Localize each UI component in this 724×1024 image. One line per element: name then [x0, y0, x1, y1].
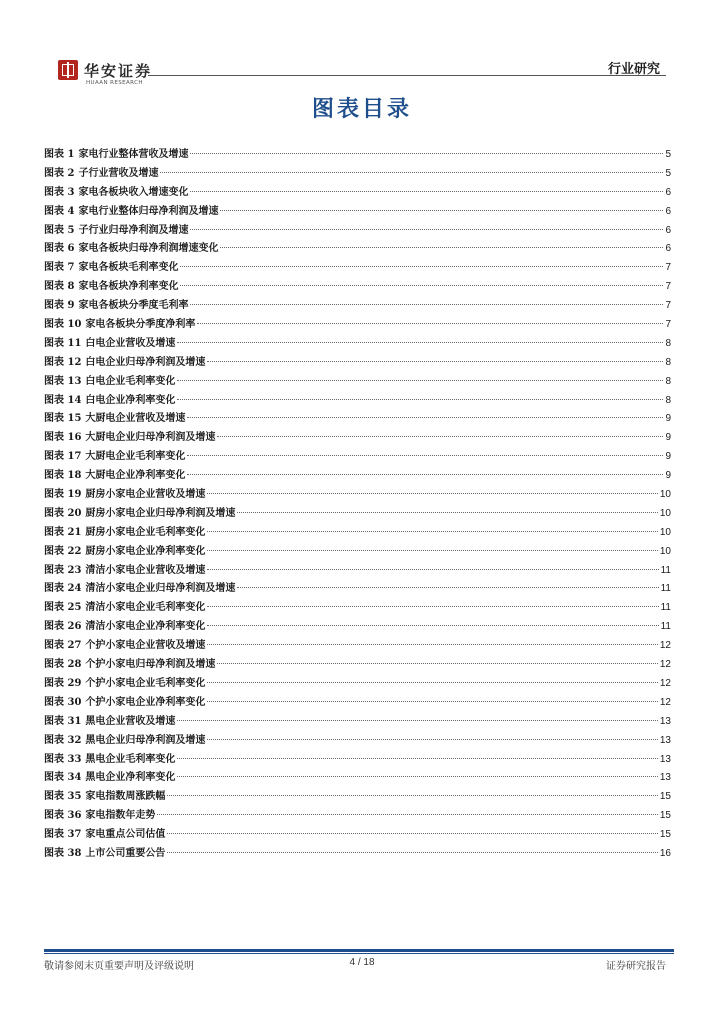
toc-figure-number: 图表 13 [44, 375, 82, 387]
toc-entry-title [44, 675, 205, 694]
toc-dot-leader [220, 210, 663, 211]
toc-figure-number: 图表 8 [44, 281, 75, 293]
toc-entry-title [44, 562, 205, 581]
toc-figure-number: 图表 20 [44, 507, 82, 519]
toc-entry-title [44, 467, 185, 486]
toc-figure-number: 图表 25 [44, 602, 82, 614]
toc-figure-number: 图表 36 [44, 810, 82, 822]
toc-page-number: 6 [665, 186, 671, 198]
toc-page-number: 12 [659, 696, 671, 708]
toc-figure-caption: 清洁小家电企业毛利率变化 [85, 602, 206, 614]
toc-figure-caption: 子行业营收及增速 [78, 167, 159, 179]
toc-figure-caption: 家电行业整体归母净利润及增速 [78, 205, 219, 217]
toc-entry-title [44, 146, 188, 165]
toc-dot-leader [217, 436, 663, 437]
footer-divider [44, 949, 674, 952]
toc-figure-number: 图表 28 [44, 659, 82, 671]
toc-entry[interactable] [44, 562, 671, 581]
toc-entry-title [44, 373, 175, 392]
toc-entry-title [44, 203, 218, 222]
toc-figure-number: 图表 11 [44, 337, 82, 349]
toc-figure-caption: 家电行业整体营收及增速 [78, 149, 189, 160]
toc-figure-number: 图表 3 [44, 186, 75, 198]
toc-entry[interactable] [44, 543, 671, 562]
toc-page-number: 12 [659, 659, 671, 671]
toc-page-number: 12 [659, 640, 671, 652]
toc-figure-number: 图表 1 [44, 149, 75, 160]
toc-figure-caption: 厨房小家电企业毛利率变化 [85, 526, 206, 538]
toc-figure-caption: 厨房小家电企业营收及增速 [85, 489, 206, 501]
toc-figure-caption: 家电各板块毛利率变化 [78, 262, 179, 274]
toc-figure-number: 图表 5 [44, 224, 75, 236]
toc-entry-title [44, 505, 235, 524]
toc-entry-title [44, 543, 205, 562]
toc-entry[interactable] [44, 713, 671, 732]
toc-entry-title [44, 524, 205, 543]
toc-entry-title [44, 713, 175, 732]
toc-figure-caption: 家电各板块归母净利润增速变化 [78, 243, 219, 255]
toc-page-number: 5 [665, 149, 671, 160]
toc-dot-leader [207, 361, 663, 362]
toc-figure-caption: 大厨电企业净利率变化 [85, 470, 186, 482]
company-logo-name: 华安证券 [84, 62, 153, 80]
toc-page-number: 5 [665, 167, 671, 179]
toc-entry[interactable] [44, 618, 671, 637]
toc-entry[interactable] [44, 429, 671, 448]
toc-figure-number: 图表 30 [44, 696, 82, 708]
toc-page-number: 8 [665, 394, 671, 406]
toc-page-number: 6 [665, 224, 671, 236]
toc-figure-number: 图表 33 [44, 753, 82, 765]
toc-figure-number: 图表 38 [44, 847, 82, 859]
toc-dot-leader [177, 380, 663, 381]
toc-page-number: 11 [660, 621, 671, 633]
toc-page-number: 13 [659, 753, 671, 765]
document-type: 证券研究报告 [606, 961, 666, 972]
header-divider [148, 75, 666, 76]
toc-dot-leader [207, 493, 657, 494]
page-number: 4 / 18 [349, 957, 375, 968]
toc-entry-title [44, 826, 165, 845]
toc-figure-caption: 家电重点公司估值 [85, 829, 166, 841]
toc-entry[interactable] [44, 184, 671, 203]
toc-figure-caption: 厨房小家电企业净利率变化 [85, 545, 206, 557]
footer-divider-thin [44, 953, 674, 954]
toc-entry-title [44, 486, 205, 505]
toc-entry[interactable] [44, 845, 671, 864]
toc-entry-title [44, 656, 215, 675]
toc-figure-number: 图表 17 [44, 451, 82, 463]
toc-page-number: 9 [665, 470, 671, 482]
toc-entry[interactable] [44, 203, 671, 222]
toc-entry-title [44, 637, 205, 656]
toc-entry[interactable] [44, 637, 671, 656]
toc-page-number: 11 [660, 602, 671, 614]
toc-page-number: 7 [665, 262, 671, 274]
toc-dot-leader [180, 285, 663, 286]
toc-page-number: 15 [659, 791, 671, 803]
toc-figure-number: 图表 2 [44, 167, 75, 179]
toc-dot-leader [167, 833, 657, 834]
toc-dot-leader [197, 323, 663, 324]
toc-page-number: 12 [659, 677, 671, 689]
toc-dot-leader [237, 587, 658, 588]
toc-entry-title [44, 807, 155, 826]
toc-figure-number: 图表 19 [44, 489, 82, 501]
toc-figure-number: 图表 31 [44, 715, 82, 727]
figure-table-of-contents [44, 146, 671, 864]
toc-entry-title [44, 694, 205, 713]
toc-dot-leader [167, 795, 657, 796]
toc-dot-leader [190, 304, 663, 305]
toc-figure-caption: 黑电企业营收及增速 [85, 715, 176, 727]
toc-figure-caption: 子行业归母净利润及增速 [78, 224, 189, 236]
toc-figure-number: 图表 15 [44, 413, 82, 425]
toc-entry-title [44, 845, 165, 864]
toc-figure-caption: 家电各板块分季度净利率 [85, 319, 196, 331]
toc-figure-number: 图表 23 [44, 564, 82, 576]
toc-entry-title [44, 259, 178, 278]
toc-page-number: 11 [660, 583, 671, 595]
toc-entry[interactable] [44, 240, 671, 259]
toc-dot-leader [207, 739, 657, 740]
toc-entry[interactable] [44, 486, 671, 505]
toc-figure-number: 图表 26 [44, 621, 82, 633]
toc-entry-title [44, 297, 188, 316]
toc-entry-title [44, 392, 175, 411]
toc-dot-leader [187, 455, 663, 456]
toc-entry[interactable] [44, 259, 671, 278]
toc-dot-leader [187, 474, 663, 475]
toc-figure-number: 图表 16 [44, 432, 82, 444]
toc-entry-title [44, 184, 188, 203]
toc-figure-number: 图表 6 [44, 243, 75, 255]
toc-entry-title [44, 240, 218, 259]
toc-dot-leader [207, 625, 658, 626]
toc-page-number: 11 [660, 564, 671, 576]
toc-entry[interactable] [44, 580, 671, 599]
toc-dot-leader [160, 172, 663, 173]
toc-dot-leader [177, 342, 663, 343]
toc-page-number: 9 [665, 413, 671, 425]
toc-entry-title [44, 165, 158, 184]
toc-entry[interactable] [44, 222, 671, 241]
toc-entry-title [44, 618, 205, 637]
toc-dot-leader [190, 229, 663, 230]
toc-page-number: 13 [659, 734, 671, 746]
toc-entry[interactable] [44, 675, 671, 694]
toc-entry[interactable] [44, 316, 671, 335]
toc-figure-number: 图表 9 [44, 300, 75, 312]
toc-figure-number: 图表 32 [44, 734, 82, 746]
toc-dot-leader [177, 776, 657, 777]
toc-page-number: 8 [665, 337, 671, 349]
toc-entry-title [44, 316, 195, 335]
toc-figure-number: 图表 14 [44, 394, 82, 406]
toc-entry-title [44, 769, 175, 788]
toc-entry[interactable] [44, 373, 671, 392]
toc-entry[interactable] [44, 788, 671, 807]
toc-dot-leader [207, 682, 657, 683]
page-title: 图表目录 [311, 96, 412, 122]
toc-entry[interactable] [44, 769, 671, 788]
toc-figure-caption: 黑电企业归母净利润及增速 [85, 734, 206, 746]
company-logo-subtitle: HUAAN RESEARCH [86, 80, 143, 86]
toc-figure-caption: 白电企业净利率变化 [85, 394, 176, 406]
toc-dot-leader [190, 191, 663, 192]
toc-figure-caption: 个护小家电企业毛利率变化 [85, 677, 206, 689]
toc-entry[interactable] [44, 335, 671, 354]
toc-page-number: 10 [659, 526, 671, 538]
toc-figure-caption: 大厨电企业营收及增速 [85, 413, 186, 425]
toc-entry-title [44, 732, 205, 751]
toc-entry-title [44, 580, 235, 599]
toc-figure-number: 图表 35 [44, 791, 82, 803]
toc-page-number: 8 [665, 356, 671, 368]
toc-figure-caption: 白电企业营收及增速 [85, 337, 176, 349]
toc-entry[interactable] [44, 732, 671, 751]
toc-figure-number: 图表 21 [44, 526, 82, 538]
toc-entry[interactable] [44, 278, 671, 297]
toc-entry-title [44, 788, 165, 807]
toc-entry-title [44, 354, 205, 373]
toc-figure-caption: 家电各板块分季度毛利率 [78, 300, 189, 312]
toc-page-number: 7 [665, 319, 671, 331]
toc-figure-caption: 大厨电企业毛利率变化 [85, 451, 186, 463]
page-header [0, 0, 724, 90]
toc-dot-leader [157, 814, 657, 815]
toc-page-number: 15 [659, 810, 671, 822]
toc-page-number: 10 [659, 507, 671, 519]
toc-dot-leader [167, 852, 657, 853]
toc-entry[interactable] [44, 467, 671, 486]
toc-entry[interactable] [44, 165, 671, 184]
toc-entry-title [44, 599, 205, 618]
toc-entry[interactable] [44, 392, 671, 411]
toc-entry[interactable] [44, 297, 671, 316]
toc-page-number: 15 [659, 829, 671, 841]
toc-figure-caption: 家电各板块收入增速变化 [78, 186, 189, 198]
toc-figure-caption: 个护小家电企业营收及增速 [85, 640, 206, 652]
toc-page-number: 6 [665, 205, 671, 217]
toc-page-number: 9 [665, 451, 671, 463]
toc-dot-leader [177, 758, 657, 759]
toc-figure-caption: 厨房小家电企业归母净利润及增速 [85, 507, 236, 519]
toc-page-number: 16 [659, 847, 671, 859]
toc-page-number: 7 [665, 281, 671, 293]
toc-entry[interactable] [44, 656, 671, 675]
toc-figure-caption: 上市公司重要公告 [85, 847, 166, 859]
toc-figure-caption: 家电指数年走势 [85, 810, 156, 822]
toc-page-number: 10 [659, 489, 671, 501]
toc-entry-title [44, 222, 188, 241]
toc-dot-leader [190, 153, 663, 154]
toc-page-number: 7 [665, 300, 671, 312]
toc-page-number: 8 [665, 375, 671, 387]
toc-dot-leader [207, 569, 658, 570]
toc-dot-leader [180, 266, 663, 267]
toc-dot-leader [207, 531, 657, 532]
toc-figure-caption: 黑电企业净利率变化 [85, 772, 176, 784]
toc-entry[interactable] [44, 599, 671, 618]
toc-figure-caption: 个护小家电归母净利润及增速 [85, 659, 216, 671]
toc-entry[interactable] [44, 410, 671, 429]
toc-entry[interactable] [44, 694, 671, 713]
toc-figure-number: 图表 4 [44, 205, 75, 217]
toc-figure-caption: 黑电企业毛利率变化 [85, 753, 176, 765]
toc-entry[interactable] [44, 751, 671, 770]
toc-dot-leader [207, 550, 657, 551]
toc-figure-number: 图表 7 [44, 262, 75, 274]
toc-dot-leader [177, 399, 663, 400]
toc-dot-leader [177, 720, 657, 721]
toc-entry[interactable] [44, 448, 671, 467]
toc-figure-number: 图表 29 [44, 677, 82, 689]
toc-dot-leader [237, 512, 657, 513]
toc-page-number: 13 [659, 772, 671, 784]
toc-dot-leader [207, 644, 657, 645]
toc-figure-caption: 家电指数周涨跌幅 [85, 791, 166, 803]
toc-figure-caption: 清洁小家电企业归母净利润及增速 [85, 583, 236, 595]
toc-figure-caption: 个护小家电企业净利率变化 [85, 696, 206, 708]
toc-dot-leader [220, 247, 663, 248]
toc-entry[interactable] [44, 146, 671, 165]
toc-figure-caption: 家电各板块净利率变化 [78, 281, 179, 293]
toc-entry-title [44, 751, 175, 770]
toc-entry[interactable] [44, 807, 671, 826]
toc-entry[interactable] [44, 524, 671, 543]
toc-dot-leader [207, 606, 658, 607]
toc-page-number: 6 [665, 243, 671, 255]
toc-figure-number: 图表 27 [44, 640, 82, 652]
toc-figure-number: 图表 18 [44, 470, 82, 482]
toc-figure-caption: 清洁小家电企业净利率变化 [85, 621, 206, 633]
toc-page-number: 10 [659, 545, 671, 557]
toc-figure-caption: 大厨电企业归母净利润及增速 [85, 432, 216, 444]
toc-dot-leader [207, 701, 657, 702]
toc-figure-caption: 白电企业归母净利润及增速 [85, 356, 206, 368]
toc-dot-leader [187, 417, 663, 418]
toc-entry-title [44, 448, 185, 467]
toc-dot-leader [217, 663, 657, 664]
toc-figure-number: 图表 22 [44, 545, 82, 557]
toc-entry[interactable] [44, 354, 671, 373]
toc-figure-caption: 白电企业毛利率变化 [85, 375, 176, 387]
toc-figure-number: 图表 12 [44, 356, 82, 368]
toc-figure-number: 图表 24 [44, 583, 82, 595]
toc-entry-title [44, 410, 185, 429]
toc-entry-title [44, 429, 215, 448]
toc-figure-number: 图表 10 [44, 319, 82, 331]
footer-disclaimer: 敬请参阅末页重要声明及评级说明 [44, 961, 194, 972]
toc-entry-title [44, 335, 175, 354]
company-logo-icon [58, 60, 78, 80]
toc-entry[interactable] [44, 505, 671, 524]
toc-page-number: 9 [665, 432, 671, 444]
toc-entry-title [44, 278, 178, 297]
toc-entry[interactable] [44, 826, 671, 845]
toc-figure-number: 图表 37 [44, 829, 82, 841]
toc-figure-number: 图表 34 [44, 772, 82, 784]
toc-figure-caption: 清洁小家电企业营收及增速 [85, 564, 206, 576]
report-category: 行业研究 [607, 62, 660, 77]
toc-page-number: 13 [659, 715, 671, 727]
